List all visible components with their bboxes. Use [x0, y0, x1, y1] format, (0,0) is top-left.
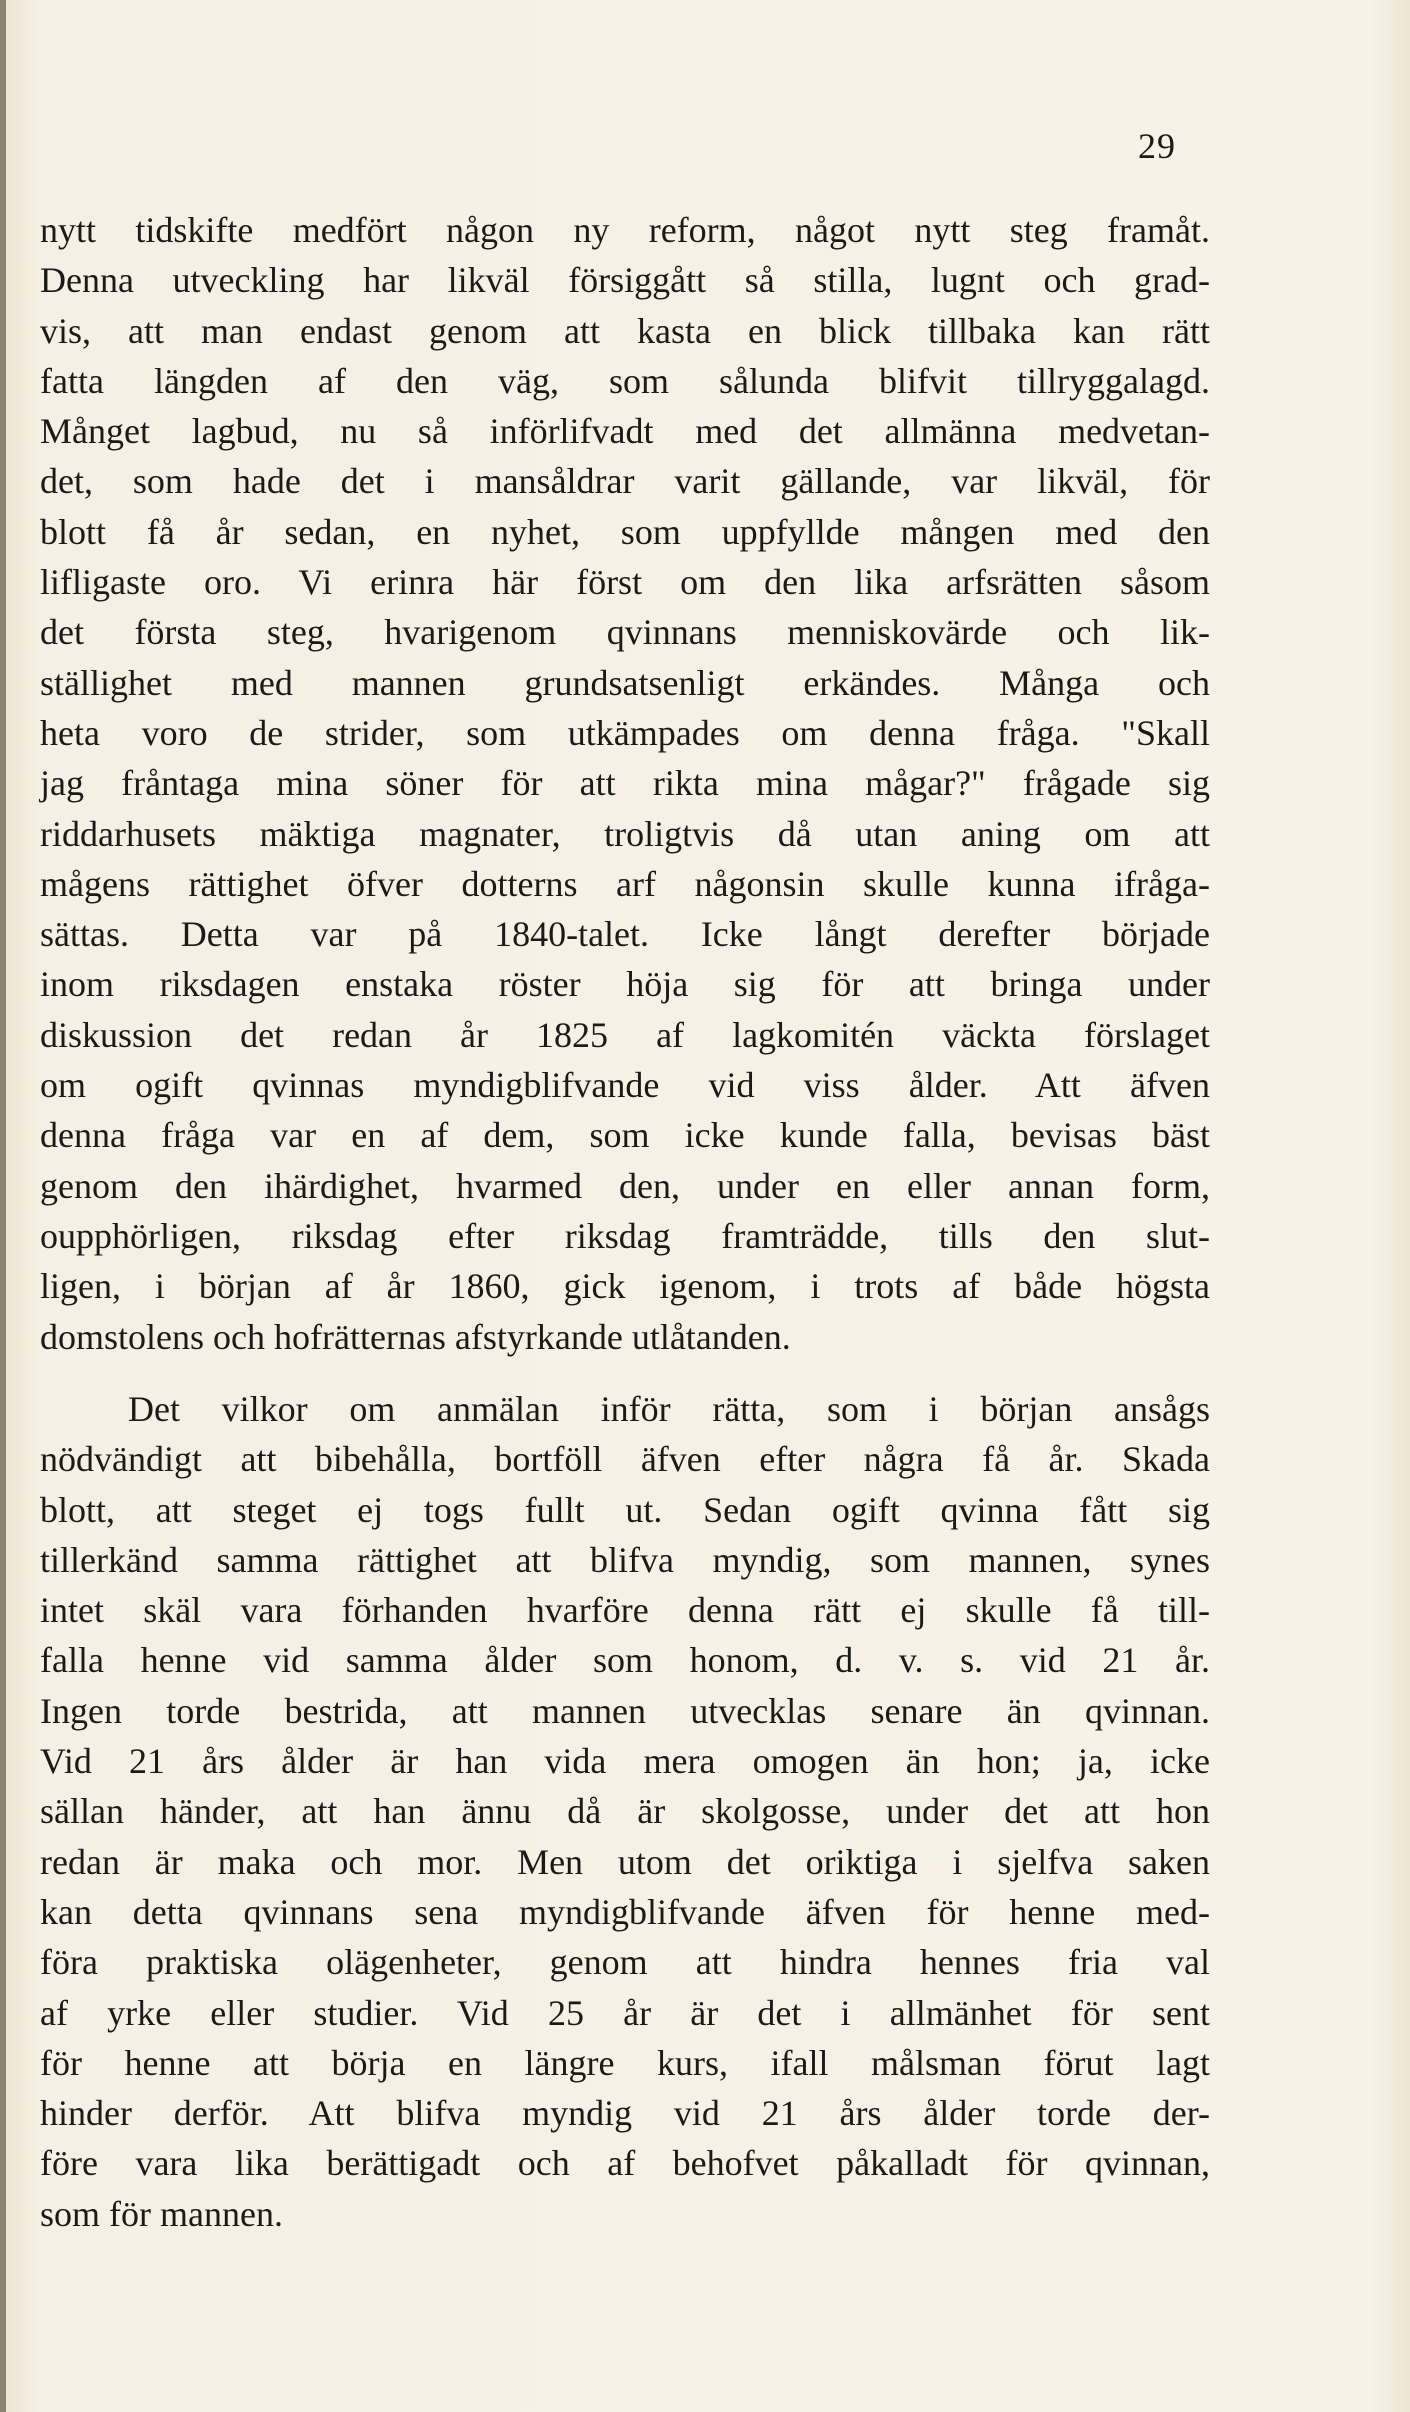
text-line: som för mannen. [40, 2193, 283, 2234]
paragraph-1 [40, 205, 1210, 1362]
text-line: fatta längden af den väg, som sålunda blifvit tillryggalagd. [40, 360, 1210, 401]
text-line: oupphörligen, riksdag efter riksdag framträdde, tills den slut- [40, 1215, 1210, 1256]
text-line: diskussion det redan år 1825 af lagkomitén väckta förslaget [40, 1014, 1210, 1055]
text-line: jag fråntaga mina söner för att rikta mina mågar?" frågade sig [40, 763, 1210, 804]
text-line: ligen, i början af år 1860, gick igenom, i trots af både högsta [40, 1266, 1210, 1307]
text-line: blott få år sedan, en nyhet, som uppfyllde mången med den [40, 511, 1210, 552]
text-line: hinder derför. Att blifva myndig vid 21 års ålder torde der- [40, 2093, 1210, 2134]
text-line: Ingen torde bestrida, att mannen utvecklas senare än qvinnan. [40, 1690, 1210, 1731]
text-line: sällan händer, att han ännu då är skolgosse, under det att hon [40, 1791, 1210, 1832]
text-line: Månget lagbud, nu så införlifvadt med det allmänna medvetan- [40, 411, 1210, 452]
page-number: 29 [1138, 126, 1176, 166]
text-line: det första steg, hvarigenom qvinnans menniskovärde och lik- [40, 612, 1210, 653]
text-line: det, som hade det i mansåldrar varit gällande, var likväl, för [40, 461, 1210, 502]
text-line: tillerkänd samma rättighet att blifva myndig, som mannen, synes [40, 1539, 1210, 1580]
text-line: vis, att man endast genom att kasta en blick tillbaka kan rätt [40, 310, 1210, 351]
text-line: af yrke eller studier. Vid 25 år är det i allmänhet för sent [40, 1992, 1210, 2033]
text-line: föra praktiska olägenheter, genom att hindra hennes fria val [40, 1942, 1210, 1983]
text-line: denna fråga var en af dem, som icke kunde falla, bevisas bäst [40, 1115, 1210, 1156]
text-line: Vid 21 års ålder är han vida mera omogen än hon; ja, icke [40, 1741, 1210, 1782]
text-line: ställighet med mannen grundsatsenligt erkändes. Många och [40, 662, 1210, 703]
text-line: lifligaste oro. Vi erinra här först om den lika arfsrätten såsom [40, 562, 1210, 603]
text-line: domstolens och hofrätternas afstyrkande utlåtanden. [40, 1316, 791, 1357]
text-line: Det vilkor om anmälan inför rätta, som i början ansågs [128, 1389, 1210, 1429]
paragraph-2 [40, 1384, 1210, 2239]
text-line: för henne att börja en längre kurs, ifall målsman förut lagt [40, 2042, 1210, 2083]
text-line: nödvändigt att bibehålla, bortföll äfven efter några få år. Skada [40, 1439, 1210, 1480]
text-line: intet skäl vara förhanden hvarföre denna rätt ej skulle få till- [40, 1590, 1210, 1631]
text-line: riddarhusets mäktiga magnater, troligtvis då utan aning om att [40, 813, 1210, 854]
text-line: heta voro de strider, som utkämpades om denna fråga. "Skall [40, 712, 1210, 753]
text-line: mågens rättighet öfver dotterns arf någonsin skulle kunna ifråga- [40, 863, 1210, 904]
page-edge-shadow [0, 0, 6, 2412]
text-line: falla henne vid samma ålder som honom, d. v. s. vid 21 år. [40, 1640, 1210, 1681]
text-line: blott, att steget ej togs fullt ut. Sedan ogift qvinna fått sig [40, 1489, 1210, 1530]
text-line: nytt tidskifte medfört någon ny reform, något nytt steg framåt. [40, 210, 1210, 250]
text-line: redan är maka och mor. Men utom det oriktiga i sjelfva saken [40, 1841, 1210, 1882]
text-line: kan detta qvinnans sena myndigblifvande äfven för henne med- [40, 1891, 1210, 1932]
text-line: genom den ihärdighet, hvarmed den, under en eller annan form, [40, 1165, 1210, 1206]
text-line: Denna utveckling har likväl försiggått så stilla, lugnt och grad- [40, 260, 1210, 301]
text-line: inom riksdagen enstaka röster höja sig för att bringa under [40, 964, 1210, 1005]
text-line: sättas. Detta var på 1840-talet. Icke långt derefter började [40, 914, 1210, 955]
text-line: före vara lika berättigadt och af behofvet påkalladt för qvinnan, [40, 2143, 1210, 2184]
text-line: om ogift qvinnas myndigblifvande vid viss ålder. Att äfven [40, 1065, 1210, 1106]
